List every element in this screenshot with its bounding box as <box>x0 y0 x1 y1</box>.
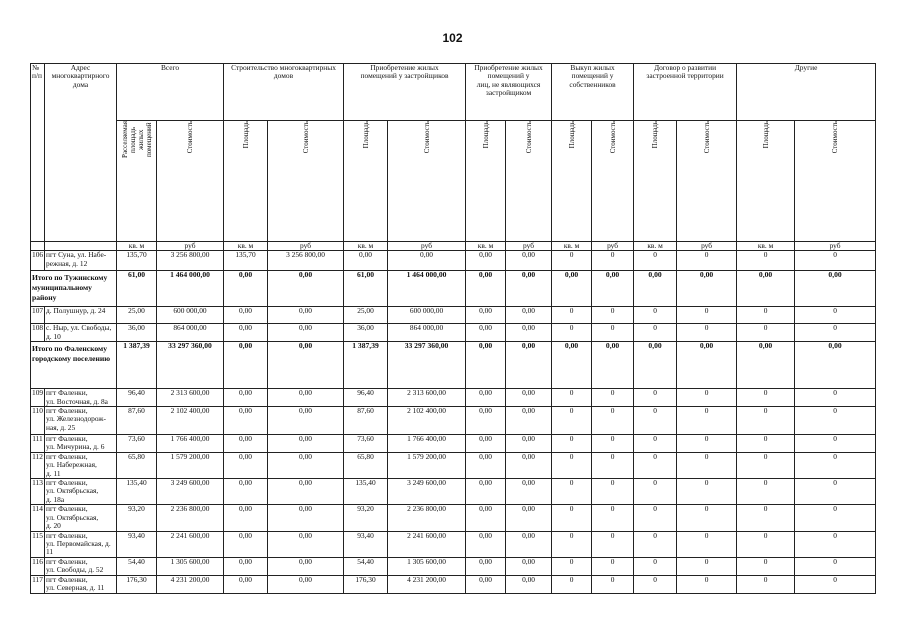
value-cell: 0 <box>552 324 592 342</box>
value-cell: 0,00 <box>224 324 268 342</box>
value-cell: 0,00 <box>506 407 552 435</box>
subtotal-row <box>31 342 876 389</box>
value-cell: 0 <box>552 389 592 407</box>
value-cell: 93,20 <box>344 505 388 531</box>
subheader-label: Стоимость <box>608 121 617 154</box>
value-cell: 176,30 <box>117 575 157 593</box>
value-cell: 93,40 <box>344 531 388 557</box>
value-cell: 0 <box>795 479 876 505</box>
value-cell: 0 <box>795 435 876 453</box>
value-cell: 1 464 000,00 <box>157 271 224 307</box>
value-cell: 0 <box>552 575 592 593</box>
subheader-cell <box>466 121 506 242</box>
value-cell: 0 <box>634 389 677 407</box>
row-number: 117 <box>31 575 45 593</box>
table-row <box>31 307 876 324</box>
header-development-contract: Договор о развитии застроенной территории <box>634 64 737 121</box>
value-cell: 3 249 600,00 <box>157 479 224 505</box>
value-cell: 0 <box>592 557 634 575</box>
row-number: 107 <box>31 307 45 324</box>
value-cell: 25,00 <box>117 307 157 324</box>
value-cell: 1 766 400,00 <box>157 435 224 453</box>
value-cell: 0 <box>634 251 677 271</box>
table-row <box>31 452 876 478</box>
value-cell: 0 <box>592 435 634 453</box>
table-row <box>31 407 876 435</box>
table-row <box>31 575 876 593</box>
subheader-cell <box>388 121 466 242</box>
value-cell: 0,00 <box>224 407 268 435</box>
unit-cell: руб <box>268 242 344 251</box>
unit-cell: руб <box>157 242 224 251</box>
subheader-cell <box>592 121 634 242</box>
address-cell: пгт Фаленки, ул. Восточная, д. 8а <box>45 389 117 407</box>
value-cell: 61,00 <box>117 271 157 307</box>
value-cell: 4 231 200,00 <box>388 575 466 593</box>
value-cell: 0 <box>737 389 795 407</box>
value-cell: 0,00 <box>506 251 552 271</box>
value-cell: 0 <box>795 531 876 557</box>
value-cell: 2 241 600,00 <box>388 531 466 557</box>
value-cell: 87,60 <box>344 407 388 435</box>
value-cell: 2 102 400,00 <box>388 407 466 435</box>
value-cell: 2 241 600,00 <box>157 531 224 557</box>
table-row <box>31 479 876 505</box>
subheader-cell <box>157 121 224 242</box>
value-cell: 0,00 <box>506 271 552 307</box>
value-cell: 0 <box>592 575 634 593</box>
row-number: 110 <box>31 407 45 435</box>
address-cell: с. Ныр, ул. Свободы, д. 10 <box>45 324 117 342</box>
value-cell: 0,00 <box>466 271 506 307</box>
header-construction: Строительство многоквартирных домов <box>224 64 344 121</box>
table-row <box>31 531 876 557</box>
value-cell: 0 <box>677 505 737 531</box>
value-cell: 54,40 <box>344 557 388 575</box>
value-cell: 1 305 600,00 <box>157 557 224 575</box>
value-cell: 0,00 <box>268 307 344 324</box>
value-cell: 96,40 <box>117 389 157 407</box>
subheader-label: Стоимость <box>524 121 533 154</box>
value-cell: 1 766 400,00 <box>388 435 466 453</box>
value-cell: 0,00 <box>677 342 737 389</box>
unit-cell: руб <box>795 242 876 251</box>
value-cell: 0,00 <box>268 452 344 478</box>
page-number: 102 <box>442 31 463 45</box>
value-cell: 864 000,00 <box>388 324 466 342</box>
unit-cell: кв. м <box>344 242 388 251</box>
header-other: Другие <box>737 64 876 121</box>
value-cell: 0 <box>634 479 677 505</box>
value-cell: 33 297 360,00 <box>388 342 466 389</box>
value-cell: 3 249 600,00 <box>388 479 466 505</box>
row-number: 112 <box>31 452 45 478</box>
group-header-row <box>31 64 876 121</box>
unit-cell: руб <box>592 242 634 251</box>
value-cell: 1 464 000,00 <box>388 271 466 307</box>
unit-cell: кв. м <box>117 242 157 251</box>
subtotal-label: Итого по Тужинскому муниципальному району <box>31 271 117 307</box>
value-cell: 0 <box>737 307 795 324</box>
value-cell: 1 387,39 <box>117 342 157 389</box>
subheader-cell <box>795 121 876 242</box>
value-cell: 135,70 <box>224 251 268 271</box>
value-cell: 65,80 <box>117 452 157 478</box>
subheader-label: Стоимость <box>301 121 310 154</box>
value-cell: 0,00 <box>268 324 344 342</box>
value-cell: 0 <box>592 479 634 505</box>
value-cell: 0 <box>634 575 677 593</box>
subheader-row <box>31 121 876 242</box>
row-number: 115 <box>31 531 45 557</box>
value-cell: 0 <box>737 324 795 342</box>
table-row <box>31 505 876 531</box>
value-cell: 0 <box>592 505 634 531</box>
value-cell: 1 579 200,00 <box>157 452 224 478</box>
address-cell: пгт Фаленки, ул. Железнодорож- ная, д. 25 <box>45 407 117 435</box>
row-number: 106 <box>31 251 45 271</box>
value-cell: 0 <box>552 557 592 575</box>
value-cell: 0,00 <box>506 479 552 505</box>
value-cell: 0 <box>592 307 634 324</box>
value-cell: 0,00 <box>634 342 677 389</box>
value-cell: 0 <box>737 407 795 435</box>
subheader-label: Площадь <box>481 121 490 149</box>
value-cell: 73,60 <box>344 435 388 453</box>
value-cell: 2 236 800,00 <box>388 505 466 531</box>
value-cell: 93,20 <box>117 505 157 531</box>
units-empty-cell <box>31 242 45 251</box>
unit-cell: кв. м <box>466 242 506 251</box>
value-cell: 3 256 800,00 <box>268 251 344 271</box>
header-purchase-developers: Приобретение жилых помещений у застройщиков <box>344 64 466 121</box>
value-cell: 0,00 <box>224 307 268 324</box>
unit-cell: руб <box>506 242 552 251</box>
value-cell: 0 <box>592 324 634 342</box>
table-row <box>31 389 876 407</box>
value-cell: 0,00 <box>268 575 344 593</box>
value-cell: 0,00 <box>268 435 344 453</box>
table-row <box>31 324 876 342</box>
header-total: Всего <box>117 64 224 121</box>
value-cell: 0,00 <box>224 389 268 407</box>
unit-cell: кв. м <box>224 242 268 251</box>
value-cell: 0,00 <box>466 452 506 478</box>
value-cell: 61,00 <box>344 271 388 307</box>
value-cell: 0,00 <box>224 557 268 575</box>
value-cell: 864 000,00 <box>157 324 224 342</box>
value-cell: 2 236 800,00 <box>157 505 224 531</box>
value-cell: 0 <box>552 251 592 271</box>
table-row <box>31 435 876 453</box>
value-cell: 0 <box>677 389 737 407</box>
value-cell: 0 <box>552 531 592 557</box>
row-number: 109 <box>31 389 45 407</box>
unit-cell: кв. м <box>634 242 677 251</box>
value-cell: 135,40 <box>344 479 388 505</box>
unit-cell: кв. м <box>737 242 795 251</box>
value-cell: 135,40 <box>117 479 157 505</box>
value-cell: 0,00 <box>466 389 506 407</box>
value-cell: 0 <box>592 407 634 435</box>
value-cell: 0,00 <box>344 251 388 271</box>
value-cell: 0,00 <box>506 531 552 557</box>
address-cell: пгт Фаленки, ул. Октябрьская, д. 18а <box>45 479 117 505</box>
value-cell: 0,00 <box>737 271 795 307</box>
row-number: 116 <box>31 557 45 575</box>
address-cell: д. Полушнур, д. 24 <box>45 307 117 324</box>
value-cell: 0 <box>677 324 737 342</box>
value-cell: 0,00 <box>634 271 677 307</box>
value-cell: 0,00 <box>677 271 737 307</box>
value-cell: 0 <box>634 505 677 531</box>
value-cell: 0 <box>677 575 737 593</box>
value-cell: 1 387,39 <box>344 342 388 389</box>
value-cell: 0 <box>677 407 737 435</box>
value-cell: 600 000,00 <box>388 307 466 324</box>
subheader-cell <box>634 121 677 242</box>
value-cell: 0 <box>795 505 876 531</box>
value-cell: 0,00 <box>466 479 506 505</box>
value-cell: 0,00 <box>552 271 592 307</box>
subtotal-row <box>31 271 876 307</box>
value-cell: 0,00 <box>795 342 876 389</box>
table-row <box>31 557 876 575</box>
value-cell: 0,00 <box>592 271 634 307</box>
subheader-label: Площадь <box>241 121 250 149</box>
value-cell: 0 <box>634 407 677 435</box>
value-cell: 0,00 <box>224 531 268 557</box>
address-cell: пгт Суна, ул. Набе- режная, д. 12 <box>45 251 117 271</box>
value-cell: 176,30 <box>344 575 388 593</box>
unit-cell: кв. м <box>552 242 592 251</box>
value-cell: 0,00 <box>795 271 876 307</box>
value-cell: 0,00 <box>552 342 592 389</box>
header-number: № п/п <box>31 64 45 242</box>
value-cell: 0 <box>634 557 677 575</box>
address-cell: пгт Фаленки, ул. Свободы, д. 52 <box>45 557 117 575</box>
value-cell: 0 <box>677 251 737 271</box>
value-cell: 0 <box>592 531 634 557</box>
value-cell: 0 <box>795 407 876 435</box>
value-cell: 0,00 <box>466 324 506 342</box>
value-cell: 0,00 <box>224 452 268 478</box>
value-cell: 0 <box>592 251 634 271</box>
value-cell: 0,00 <box>268 271 344 307</box>
table-row <box>31 251 876 271</box>
value-cell: 0 <box>552 505 592 531</box>
value-cell: 0,00 <box>268 407 344 435</box>
value-cell: 0 <box>677 435 737 453</box>
subheader-cell <box>552 121 592 242</box>
value-cell: 0,00 <box>268 531 344 557</box>
value-cell: 93,40 <box>117 531 157 557</box>
value-cell: 87,60 <box>117 407 157 435</box>
value-cell: 0 <box>737 435 795 453</box>
subheader-label: Расселяемая площадь жилых помещений <box>120 121 153 158</box>
value-cell: 1 579 200,00 <box>388 452 466 478</box>
value-cell: 0 <box>677 452 737 478</box>
value-cell: 2 313 600,00 <box>157 389 224 407</box>
resettlement-table <box>30 63 876 594</box>
row-number: 114 <box>31 505 45 531</box>
value-cell: 0,00 <box>466 251 506 271</box>
value-cell: 0 <box>795 251 876 271</box>
value-cell: 0,00 <box>268 479 344 505</box>
subheader-cell <box>506 121 552 242</box>
unit-cell: руб <box>677 242 737 251</box>
subheader-cell <box>268 121 344 242</box>
value-cell: 0,00 <box>506 324 552 342</box>
value-cell: 4 231 200,00 <box>157 575 224 593</box>
value-cell: 135,70 <box>117 251 157 271</box>
value-cell: 0 <box>634 531 677 557</box>
value-cell: 0,00 <box>466 575 506 593</box>
value-cell: 73,60 <box>117 435 157 453</box>
value-cell: 0 <box>552 435 592 453</box>
value-cell: 0 <box>634 307 677 324</box>
row-number: 113 <box>31 479 45 505</box>
value-cell: 0,00 <box>466 557 506 575</box>
row-number: 108 <box>31 324 45 342</box>
value-cell: 0 <box>634 452 677 478</box>
subheader-label: Площадь <box>361 121 370 149</box>
value-cell: 0,00 <box>224 479 268 505</box>
value-cell: 65,80 <box>344 452 388 478</box>
value-cell: 36,00 <box>117 324 157 342</box>
subtotal-label: Итого по Фаленскому городскому поселению <box>31 342 117 389</box>
value-cell: 0 <box>737 575 795 593</box>
value-cell: 0,00 <box>268 389 344 407</box>
value-cell: 0 <box>795 307 876 324</box>
value-cell: 0,00 <box>224 575 268 593</box>
value-cell: 0 <box>795 575 876 593</box>
value-cell: 0 <box>677 479 737 505</box>
header-purchase-non-developers: Приобретение жилых помещений у лиц, не являющихся застройщиком <box>466 64 552 121</box>
unit-cell: руб <box>388 242 466 251</box>
value-cell: 0 <box>737 531 795 557</box>
value-cell: 0 <box>737 557 795 575</box>
subheader-label: Площадь <box>567 121 576 149</box>
value-cell: 0 <box>592 452 634 478</box>
value-cell: 3 256 800,00 <box>157 251 224 271</box>
subheader-cell <box>737 121 795 242</box>
value-cell: 2 102 400,00 <box>157 407 224 435</box>
address-cell: пгт Фаленки, ул. Мичурина, д. 6 <box>45 435 117 453</box>
subheader-label: Стоимость <box>702 121 711 154</box>
value-cell: 0,00 <box>466 342 506 389</box>
address-cell: пгт Фаленки, ул. Северная, д. 11 <box>45 575 117 593</box>
value-cell: 0 <box>737 251 795 271</box>
address-cell: пгт Фаленки, ул. Набережная, д. 11 <box>45 452 117 478</box>
value-cell: 96,40 <box>344 389 388 407</box>
value-cell: 0 <box>737 452 795 478</box>
value-cell: 0,00 <box>466 505 506 531</box>
value-cell: 0 <box>677 531 737 557</box>
value-cell: 36,00 <box>344 324 388 342</box>
value-cell: 0 <box>795 557 876 575</box>
value-cell: 0,00 <box>388 251 466 271</box>
value-cell: 0,00 <box>506 342 552 389</box>
units-empty-cell <box>45 242 117 251</box>
value-cell: 0,00 <box>506 435 552 453</box>
value-cell: 0,00 <box>506 575 552 593</box>
value-cell: 25,00 <box>344 307 388 324</box>
value-cell: 0 <box>795 452 876 478</box>
value-cell: 0,00 <box>466 407 506 435</box>
value-cell: 600 000,00 <box>157 307 224 324</box>
value-cell: 0 <box>634 435 677 453</box>
value-cell: 0 <box>795 324 876 342</box>
value-cell: 1 305 600,00 <box>388 557 466 575</box>
value-cell: 0 <box>634 324 677 342</box>
value-cell: 0 <box>552 452 592 478</box>
value-cell: 0 <box>737 479 795 505</box>
subheader-label: Площадь <box>651 121 660 149</box>
value-cell: 0 <box>552 407 592 435</box>
row-number: 111 <box>31 435 45 453</box>
value-cell: 0,00 <box>224 342 268 389</box>
subheader-label: Стоимость <box>422 121 431 154</box>
value-cell: 0 <box>592 389 634 407</box>
value-cell: 0 <box>552 307 592 324</box>
value-cell: 0,00 <box>506 452 552 478</box>
subheader-label: Стоимость <box>831 121 840 154</box>
header-address: Адрес многоквартирного дома <box>45 64 117 242</box>
value-cell: 0,00 <box>268 342 344 389</box>
value-cell: 0,00 <box>268 505 344 531</box>
value-cell: 0,00 <box>224 435 268 453</box>
value-cell: 0 <box>677 307 737 324</box>
header-buyout: Выкуп жилых помещений у собственников <box>552 64 634 121</box>
subheader-cell <box>677 121 737 242</box>
value-cell: 0,00 <box>466 531 506 557</box>
subheader-cell <box>344 121 388 242</box>
value-cell: 2 313 600,00 <box>388 389 466 407</box>
units-row <box>31 242 876 251</box>
value-cell: 0,00 <box>506 505 552 531</box>
value-cell: 0,00 <box>506 389 552 407</box>
value-cell: 0 <box>737 505 795 531</box>
value-cell: 0,00 <box>268 557 344 575</box>
subheader-label: Стоимость <box>186 121 194 154</box>
value-cell: 0,00 <box>466 435 506 453</box>
subheader-label: Площадь <box>761 121 770 149</box>
value-cell: 0 <box>795 389 876 407</box>
value-cell: 0,00 <box>506 557 552 575</box>
address-cell: пгт Фаленки, ул. Первомайская, д. 11 <box>45 531 117 557</box>
value-cell: 0 <box>552 479 592 505</box>
value-cell: 33 297 360,00 <box>157 342 224 389</box>
value-cell: 0,00 <box>466 307 506 324</box>
value-cell: 0,00 <box>592 342 634 389</box>
value-cell: 0,00 <box>224 505 268 531</box>
address-cell: пгт Фаленки, ул. Октябрьская, д. 20 <box>45 505 117 531</box>
value-cell: 54,40 <box>117 557 157 575</box>
value-cell: 0,00 <box>224 271 268 307</box>
subheader-cell <box>224 121 268 242</box>
value-cell: 0,00 <box>737 342 795 389</box>
subheader-cell <box>117 121 157 242</box>
value-cell: 0,00 <box>506 307 552 324</box>
value-cell: 0 <box>677 557 737 575</box>
